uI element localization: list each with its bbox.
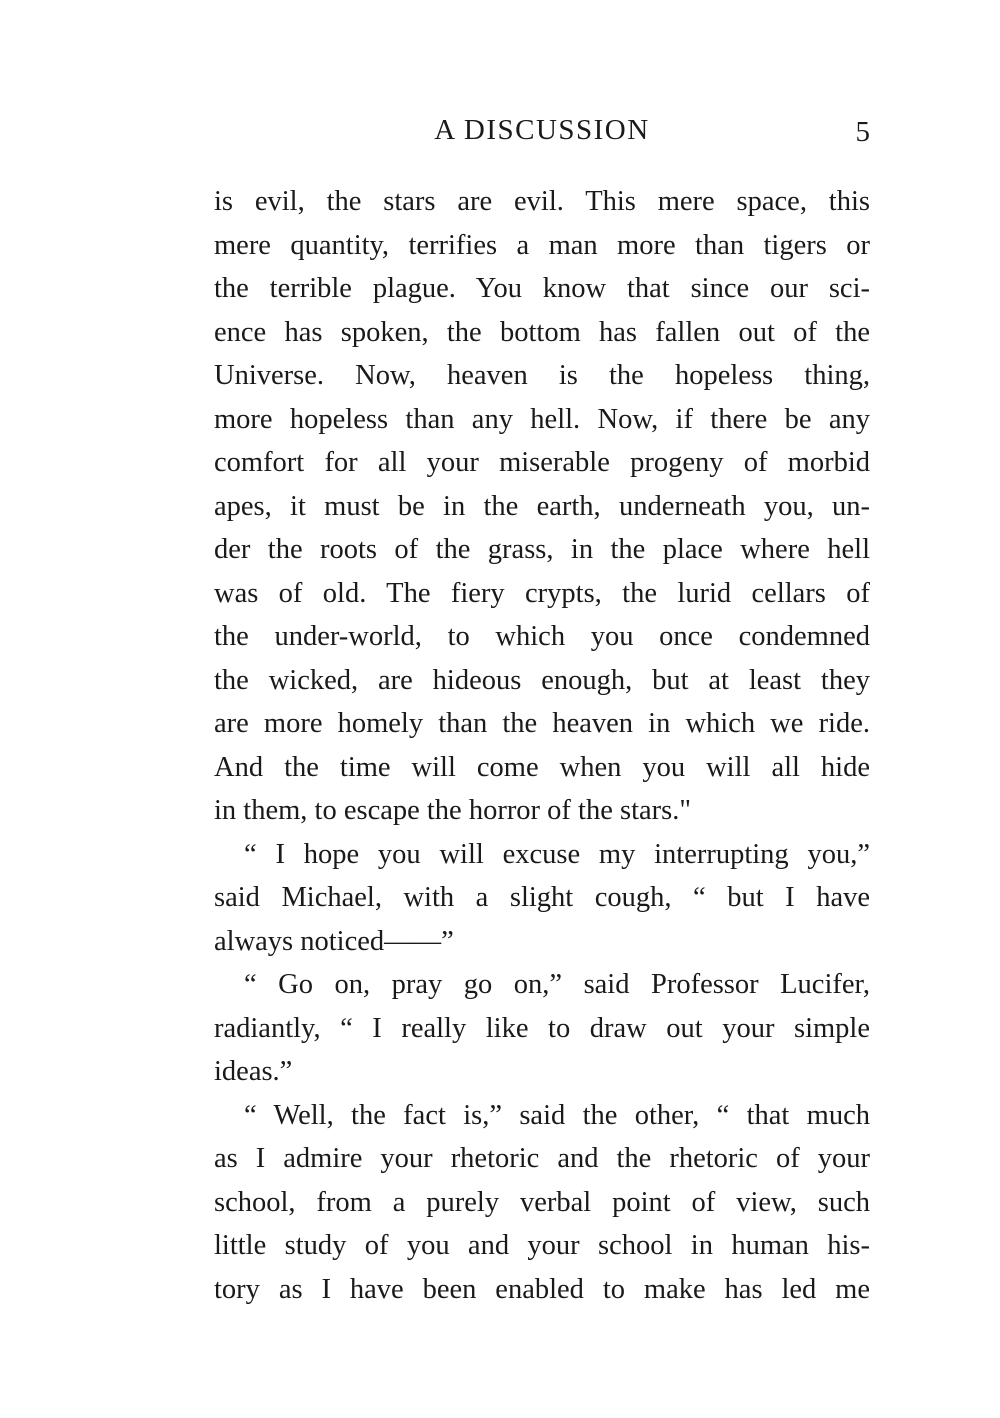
- text-line: apes, it must be in the earth, underneath you, un-: [214, 490, 870, 522]
- text-line: the terrible plague. You know that since our sci-: [214, 273, 870, 304]
- text-line: radiantly, “ I really like to draw out your simple: [214, 1012, 870, 1044]
- text-line: “ Well, the fact is,” said the other, “ that much: [244, 1099, 870, 1131]
- text-line: tory as I have been enabled to make has led me: [214, 1273, 870, 1305]
- text-line: ence has spoken, the bottom has fallen out of the: [214, 316, 870, 348]
- text-line: “ Go on, pray go on,” said Professor Lucifer,: [244, 969, 870, 1000]
- paragraph-4: [214, 1094, 870, 1312]
- text-line: the under-world, to which you once condemned: [214, 621, 870, 652]
- paragraph-1: [214, 180, 870, 833]
- body-text: [214, 180, 870, 1311]
- text-line: comfort for all your miserable progeny of morbid: [214, 447, 870, 478]
- page-number: 5: [855, 116, 870, 148]
- text-line: little study of you and your school in human his-: [214, 1230, 870, 1261]
- text-line: is evil, the stars are evil. This mere space, this: [214, 186, 870, 217]
- text-line: And the time will come when you will all hide: [214, 751, 870, 783]
- text-line: said Michael, with a slight cough, “ but I have: [214, 882, 870, 913]
- text-line: more hopeless than any hell. Now, if there be any: [214, 403, 870, 435]
- text-line: in them, to escape the horror of the stars.": [214, 795, 691, 826]
- text-line: are more homely than the heaven in which we ride.: [214, 708, 870, 739]
- text-line: ideas.”: [214, 1056, 293, 1087]
- paragraph-3: [214, 963, 870, 1094]
- text-line: der the roots of the grass, in the place where hell: [214, 534, 870, 565]
- text-line: “ I hope you will excuse my interrupting you,”: [244, 838, 870, 870]
- chapter-title: A DISCUSSION: [434, 114, 650, 146]
- text-line: always noticed——”: [214, 925, 454, 957]
- running-head: [214, 114, 870, 154]
- text-line: was of old. The fiery crypts, the lurid cellars of: [214, 577, 870, 609]
- paragraph-2: [214, 833, 870, 964]
- text-line: the wicked, are hideous enough, but at least they: [214, 664, 870, 696]
- text-line: mere quantity, terrifies a man more than tigers or: [214, 229, 870, 261]
- text-line: as I admire your rhetoric and the rhetoric of your: [214, 1143, 870, 1174]
- text-line: school, from a purely verbal point of view, such: [214, 1186, 870, 1218]
- text-line: Universe. Now, heaven is the hopeless thing,: [214, 360, 870, 391]
